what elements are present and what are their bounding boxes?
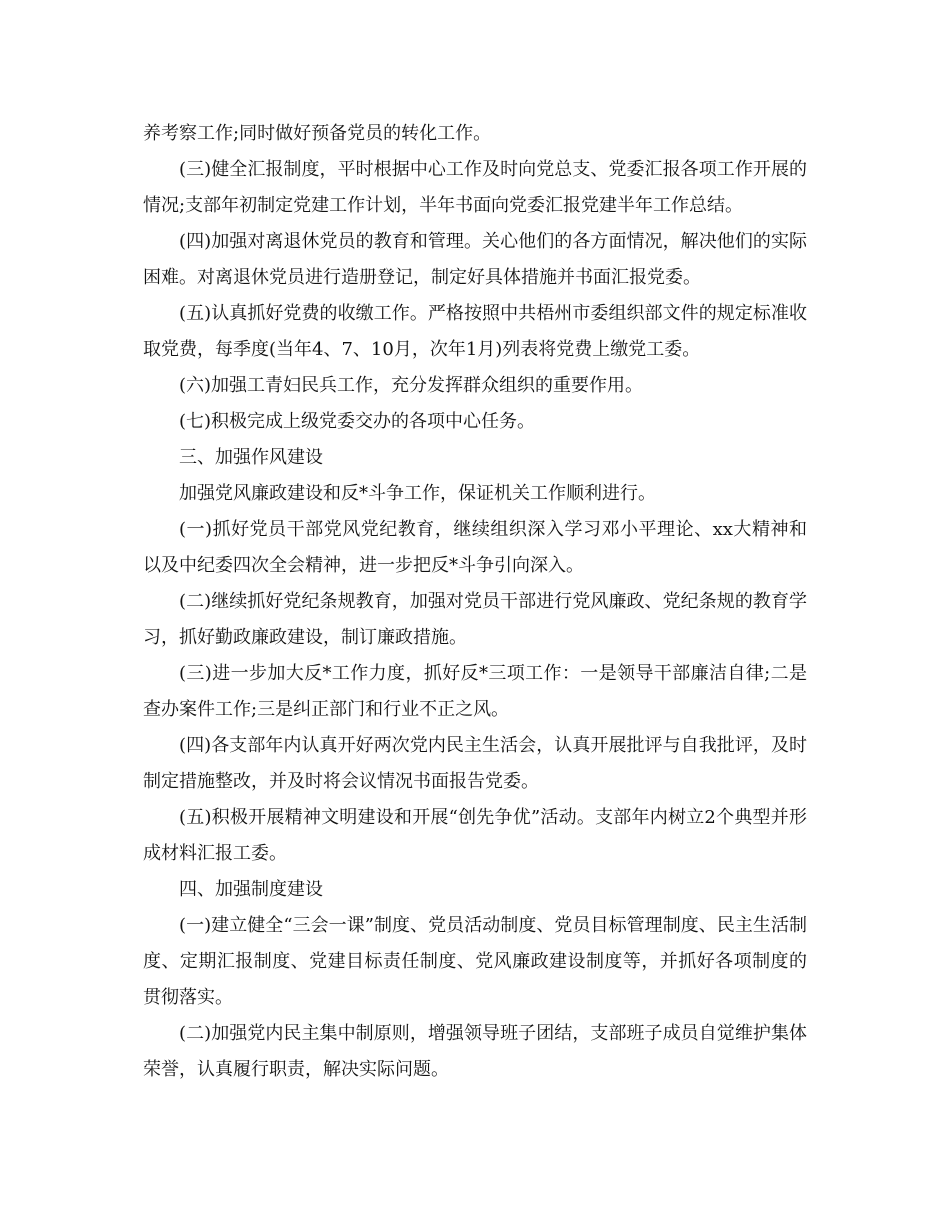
paragraph-continuation: 养考察工作;同时做好预备党员的转化工作。: [143, 123, 492, 144]
paragraph-item-7-tasks: (七)积极完成上级党委交办的各项中心任务。: [179, 411, 536, 432]
paragraph-section-3-item-5: (五)积极开展精神文明建设和开展“创先争优”活动。支部年内树立2个典型并形成材料汇报工委。: [143, 807, 807, 864]
paragraph-section-3-item-1: (一)抓好党员干部党风党纪教育，继续组织深入学习邓小平理论、xx大精神和以及中纪委四次全会精神，进一步把反*斗争引向深入。: [143, 519, 807, 576]
paragraph-section-3-item-2: (二)继续抓好党纪条规教育，加强对党员干部进行党风廉政、党纪条规的教育学习，抓好勤政廉政建设，制订廉政措施。: [143, 591, 807, 648]
paragraph-section-3-item-3: (三)进一步加大反*工作力度，抓好反*三项工作：一是领导干部廉洁自律;二是查办案件工作;三是纠正部门和行业不正之风。: [143, 663, 807, 720]
section-heading-3: 三、加强作风建设: [179, 447, 323, 468]
document-body: [143, 116, 807, 1088]
section-heading-4: 四、加强制度建设: [179, 879, 323, 900]
paragraph-item-6-mass-orgs: (六)加强工青妇民兵工作，充分发挥群众组织的重要作用。: [179, 375, 644, 396]
paragraph-section-4-item-2: (二)加强党内民主集中制原则，增强领导班子团结，支部班子成员自觉维护集体荣誉，认真履行职责，解决实际问题。: [143, 1023, 807, 1080]
paragraph-item-3-reporting: (三)健全汇报制度，平时根据中心工作及时向党总支、党委汇报各项工作开展的情况;支部年初制定党建工作计划，半年书面向党委汇报党建半年工作总结。: [143, 159, 807, 216]
paragraph-section-3-item-4: (四)各支部年内认真开好两次党内民主生活会，认真开展批评与自我批评，及时制定措施整改，并及时将会议情况书面报告党委。: [143, 735, 807, 792]
paragraph-section-3-intro: 加强党风廉政建设和反*斗争工作，保证机关工作顺利进行。: [179, 483, 656, 504]
paragraph-item-5-dues: (五)认真抓好党费的收缴工作。严格按照中共梧州市委组织部文件的规定标准收取党费，每季度(当年4、7、10月，次年1月)列表将党费上缴党工委。: [143, 303, 807, 360]
paragraph-section-4-item-1: (一)建立健全“三会一课”制度、党员活动制度、党员目标管理制度、民主生活制度、定期汇报制度、党建目标责任制度、党风廉政建设制度等，并抓好各项制度的贯彻落实。: [143, 915, 807, 1008]
paragraph-item-4-retirees: (四)加强对离退休党员的教育和管理。关心他们的各方面情况，解决他们的实际困难。对离退休党员进行造册登记，制定好具体措施并书面汇报党委。: [143, 231, 807, 288]
